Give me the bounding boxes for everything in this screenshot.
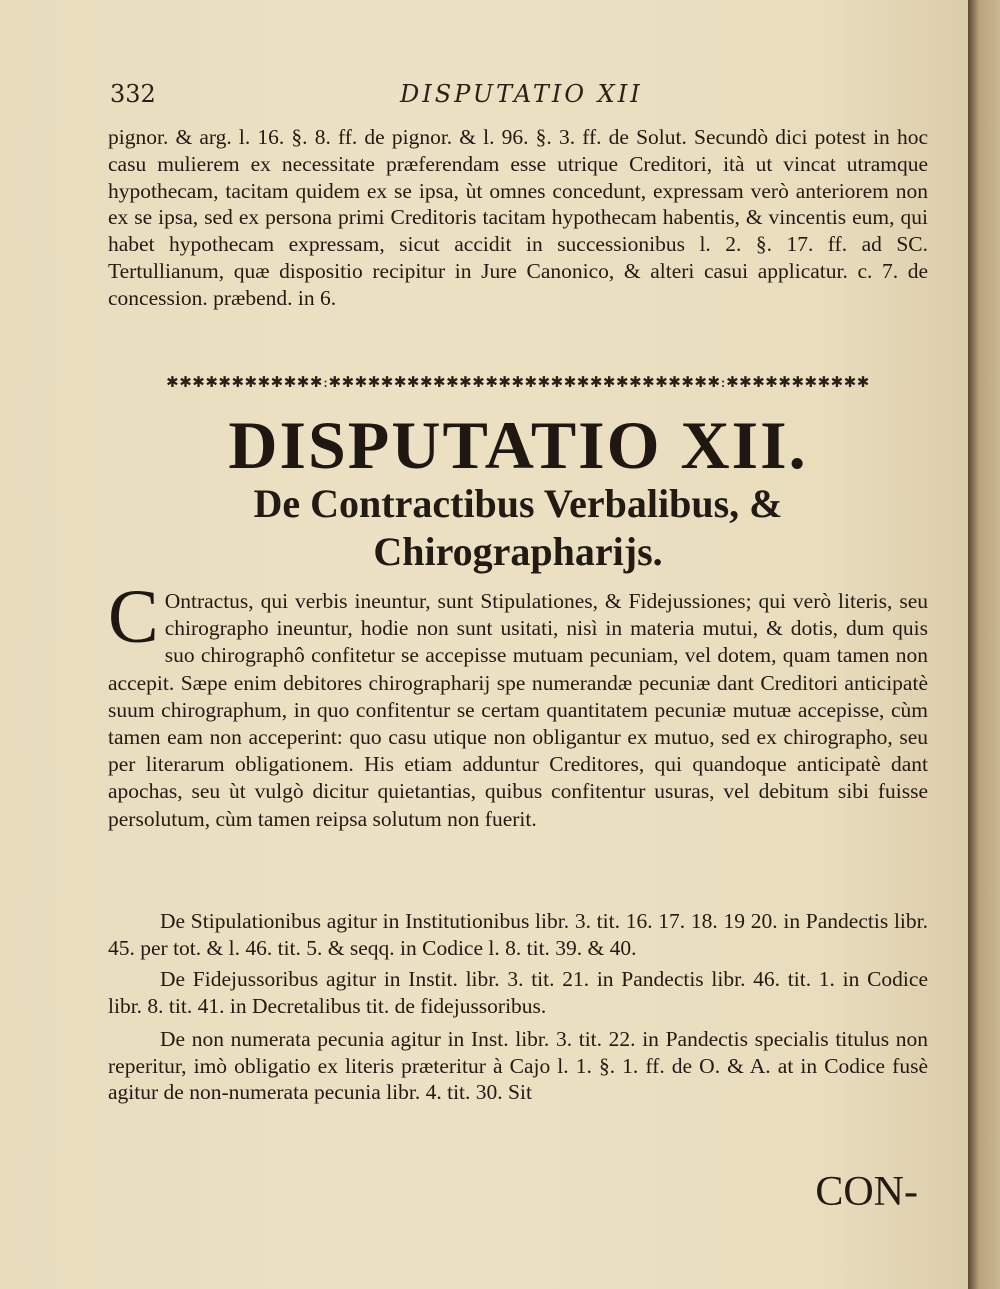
running-head (110, 80, 930, 116)
book-gutter-edge (968, 0, 1000, 1289)
drop-cap: C (108, 575, 159, 659)
page-number: 332 (110, 80, 156, 108)
ornamental-divider: ✱✱✱✱✱✱✱✱✱✱✱✱:✱✱✱✱✱✱✱✱✱✱✱✱✱✱✱✱✱✱✱✱✱✱✱✱✱✱✱✱✱✱:✱✱✱✱✱✱✱✱✱✱✱ (166, 373, 870, 391)
catchword: CON- (815, 1169, 918, 1215)
reference-paragraph-stipulations: De Stipulationibus agitur in Institutionibus libr. 3. tit. 16. 17. 18. 19 20. in Pandectis libr. 45. per tot. & l. 46. tit. 5. & seqq. in Codice l. 8. tit. 39. & 40. (108, 909, 928, 960)
reference-paragraph-fidejussors: De Fidejussoribus agitur in Instit. libr. 3. tit. 21. in Pandectis libr. 46. tit. 1. in Codice libr. 8. tit. 41. in Decretalibus tit. de fidejussoribus. (108, 967, 928, 1018)
continuation-paragraph: pignor. & arg. l. 16. §. 8. ff. de pignor. & l. 96. §. 3. ff. de Solut. Secundò dici potest in hoc casu mulierem ex necessitate præferendam esse utrique Creditori, ità ut vincat utramque hypothecam, tacitam quidem ex se ipsa, ùt omnes concedunt, expressam verò anteriorem non ex se ipsa, sed ex persona primi Creditoris tacitam hypothecam habentis, & vincentis eum, qui habet hypothecam expressam, sicut accidit in successionibus l. 2. §. 17. ff. ad SC. Tertullianum, quæ dispositio recipitur in Jure Canonico, & alteri casui applicatur. c. 7. de concession. præbend. in 6. (108, 125, 928, 310)
running-title: DISPUTATIO XII (400, 80, 643, 108)
main-paragraph-text: Ontractus, qui verbis ineuntur, sunt Stipulationes, & Fidejussiones; qui verò literis, seu chirographo ineuntur, hodie non sunt usitati, nisì in materia mutui, & dotis, dum quis suo chirographô confitetur se accepisse mutuam pecuniam, vel dotem, quam tamen non accepit. Sæpe enim debitores chirographarij spe numerandæ pecuniæ dant Creditori anticipatè suum chirographum, in quo confitentur se certam quantitatem pecuniæ mutuæ accepisse, cùm tamen eam non acceperint: quo casu utique non obligantur ex mutuo, sed ex chirographo, seu per literarum obligationem. His etiam adduntur Creditores, qui quandoque anticipatè dant apochas, seu ùt vulgò dicitur quietantias, quibus confitentur usuras, vel debitum sibi fuisse persolutum, cùm tamen reipsa solutum non fuerit. (108, 589, 928, 831)
main-paragraph (108, 575, 928, 833)
chapter-subtitle: De Contractibus Verbalibus, & Chirographarijs. (253, 481, 783, 574)
chapter-title: DISPUTATIO XII. (228, 407, 808, 483)
reference-paragraph-non-numerata: De non numerata pecunia agitur in Inst. libr. 3. tit. 22. in Pandectis specialis titulus non reperitur, imò obligatio ex literis præteritur à Cajo l. 1. §. 1. ff. de O. & A. at in Codice fusè agitur de non-numerata pecunia libr. 4. tit. 30. Sit (108, 1027, 928, 1104)
